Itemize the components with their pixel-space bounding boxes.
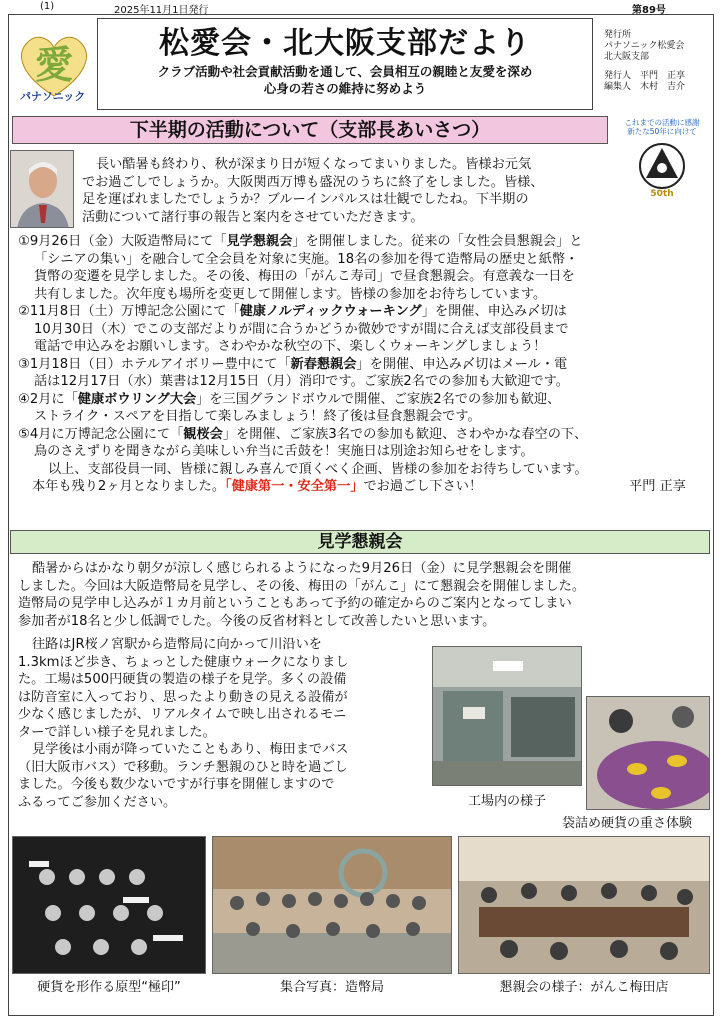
party-photo	[458, 836, 710, 974]
event-name: 観桜会	[183, 426, 223, 442]
event-name: 新春懇親会	[290, 356, 357, 372]
intro-line: でお過ごしでしょうか。大阪関西万博も盛況のうちに終了をしました。皆様、	[82, 174, 544, 190]
die-caption: 硬貨を形作る原型“極印”	[37, 980, 181, 995]
intro-line: 足を運ばれましたでしょうか？ブルーインパルスは壮観でしたね。下半期の	[82, 192, 529, 207]
publisher-label: 発行所	[604, 30, 632, 40]
report-line: ふるってご参加ください。	[18, 794, 177, 810]
factory-caption: 工場内の様子	[467, 794, 546, 809]
branch-chief-portrait	[10, 150, 74, 228]
activity-line: 「シニアの集い」を融合して全会員を対象に実施。18名の参加を得て造幣局の歴史と紙幣・	[34, 251, 579, 267]
report-line: 少なく感じましたが、リアルタイムで映し出されるモニ	[18, 707, 347, 722]
intro-paragraph	[82, 156, 622, 226]
report-paragraph	[18, 560, 712, 630]
report-line: ました。今後も数少ないですが行事を開催しますので	[18, 777, 335, 792]
emblem-line1: これまでの活動に感謝	[624, 118, 700, 127]
activity-list	[18, 233, 712, 496]
closing-line: 本年も残り2ヶ月となりました。「健康第一・安全第一」でお過ごし下さい！ 平門 正享	[32, 479, 686, 494]
issue-number: 第89号	[632, 5, 666, 16]
masthead	[97, 18, 593, 110]
report-line: 1.3kmほど歩き、ちょっとした健康ウォークになりまし	[18, 654, 349, 670]
fifty-emblem-icon	[632, 140, 692, 198]
activity-line: 鳥のさえずりを聞きながら美味しい弁当に舌鼓を！実施日は別途お知らせをします。	[34, 444, 534, 459]
report-line: 見学後は小雨が降っていたこともあり、梅田までバス	[32, 742, 349, 757]
visit-paragraph	[18, 636, 438, 811]
header-strip	[0, 0, 722, 14]
activity-item-1: ①9月26日（金）大阪造幣局にて「見学懇親会」を開催しました。従来の「女性会員懇親会」と	[18, 234, 583, 249]
report-line: 参加者が18名と少し低調でした。今後の反省材料として改善したいと思います。	[18, 613, 496, 629]
editor-person: 編集人 木村 吉介	[604, 82, 686, 92]
group-photo	[212, 836, 452, 974]
coin-bag-caption: 袋詰め硬貨の重さ体験	[561, 816, 692, 831]
closing-line: 以上、支部役員一同、皆様に親しみ喜んで頂くべく企画、皆様の参加をお待ちしています。	[48, 461, 588, 477]
subtitle-line1: クラブ活動や社会貢献活動を通して、会員相互の親睦と友愛を深め	[157, 64, 533, 79]
activity-item-3: ③1月18日（日）ホテルアイボリー豊中にて「新春懇親会」を開催、申込み〆切はメール・電	[18, 356, 568, 372]
activity-line: ストライク・スペアを目指して楽しみましょう！終了後は昼食懇親会です。	[34, 409, 481, 424]
report-line: た。工場は500円硬貨の製造の様子を見学。多くの設備	[18, 672, 347, 687]
group-caption: 集合写真：造幣局	[279, 980, 384, 995]
report-line: しました。今回は大阪造幣局を見学し、その後、梅田の「がんこ」にて懇親会を開催しました。	[18, 578, 586, 594]
newsletter-title: 松愛会・北大阪支部だより	[159, 26, 531, 61]
report-line: は防音室に入っており、思ったより動きの見える設備が	[18, 689, 348, 705]
intro-line: 長い酷暑も終わり、秋が深まり日が短くなってまいりました。皆様お元気	[96, 157, 532, 172]
section1-heading: 下半期の活動について（支部長あいさつ）	[12, 116, 608, 144]
page-number: (1)	[40, 1, 55, 12]
emblem-mark: 50th	[650, 189, 674, 198]
anniversary-emblem	[612, 118, 712, 208]
logo-kanji: 愛	[34, 42, 74, 87]
issue-date: 2025年11月1日発行	[114, 5, 209, 16]
activity-line: 貨幣の変遷を見学しました。その後、梅田の「がんこ寿司」で昼食懇親会。有意義な一日を	[34, 269, 575, 284]
event-name: 見学懇親会	[226, 234, 293, 249]
publisher-person: 発行人 平門 正享	[604, 71, 686, 81]
publisher-info	[604, 30, 712, 93]
report-line: （旧大阪市バス）で移動。ランチ懇親のひと時を過ごし	[18, 759, 348, 775]
subtitle-line2: 心身の若さの維持に努めよう	[263, 81, 427, 96]
logo-brand: パナソニック	[20, 90, 86, 103]
activity-item-4: ④2月に「健康ボウリング大会」を三国グランドボウルで開催、ご家族2名での参加も歓迎、	[18, 391, 561, 407]
publisher-org: パナソニック松愛会	[604, 41, 685, 51]
party-caption: 懇親会の様子：がんこ梅田店	[499, 980, 669, 995]
activity-item-2: ②11月8日（土）万博記念公園にて「健康ノルディックウォーキング」を開催、申込み〆切は	[18, 304, 567, 319]
report-line: ターで詳しい様子を見れました。	[18, 724, 216, 740]
publisher-branch: 北大阪支部	[604, 52, 650, 62]
activity-item-5: ⑤4月に万博記念公園にて「観桜会」を開催、ご家族3名での参加も歓迎、さわやかな春空の下、	[18, 426, 588, 442]
emblem-line2: 新たな50年に向けて	[627, 127, 697, 136]
event-name: 健康ノルディックウォーキング	[239, 304, 422, 319]
signature: 平門 正享	[629, 479, 686, 494]
activity-line: 10月30日（木）でこの支部だよりが間に合うかどうか微妙ですが間に合えば支部役員まで	[34, 321, 569, 337]
activity-line: 共有しました。次年度も場所を変更して開催します。皆様の参加をお待ちしています。	[34, 286, 547, 302]
safety-slogan: 「健康第一・安全第一」	[225, 479, 364, 494]
activity-line: 電話で申込みをお願いします。さわやかな秋空の下、楽しくウォーキングしましょう！	[34, 339, 547, 354]
event-name: 健康ボウリング大会	[77, 391, 197, 407]
intro-line: 活動について諸行事の報告と案内をさせていただきます。	[82, 209, 424, 225]
logo	[12, 26, 96, 106]
report-line: 往路はJR桜ノ宮駅から造幣局に向かって川沿いを	[32, 637, 322, 652]
die-photo	[12, 836, 206, 974]
section2-heading: 見学懇親会	[10, 530, 710, 554]
activity-line: 話は12月17日（水）葉書は12月15日（月）消印です。ご家族2名での参加も大歓迎です。	[34, 374, 569, 389]
report-line: 造幣局の見学申し込みが１カ月前ということもあって予約の確定からのご案内となってしまい	[18, 596, 572, 611]
coin-bag-photo	[586, 696, 710, 810]
factory-photo	[432, 646, 582, 786]
report-line: 酷暑からはかなり朝夕が涼しく感じられるようになった9月26日（金）に見学懇親会を開催	[32, 561, 572, 576]
